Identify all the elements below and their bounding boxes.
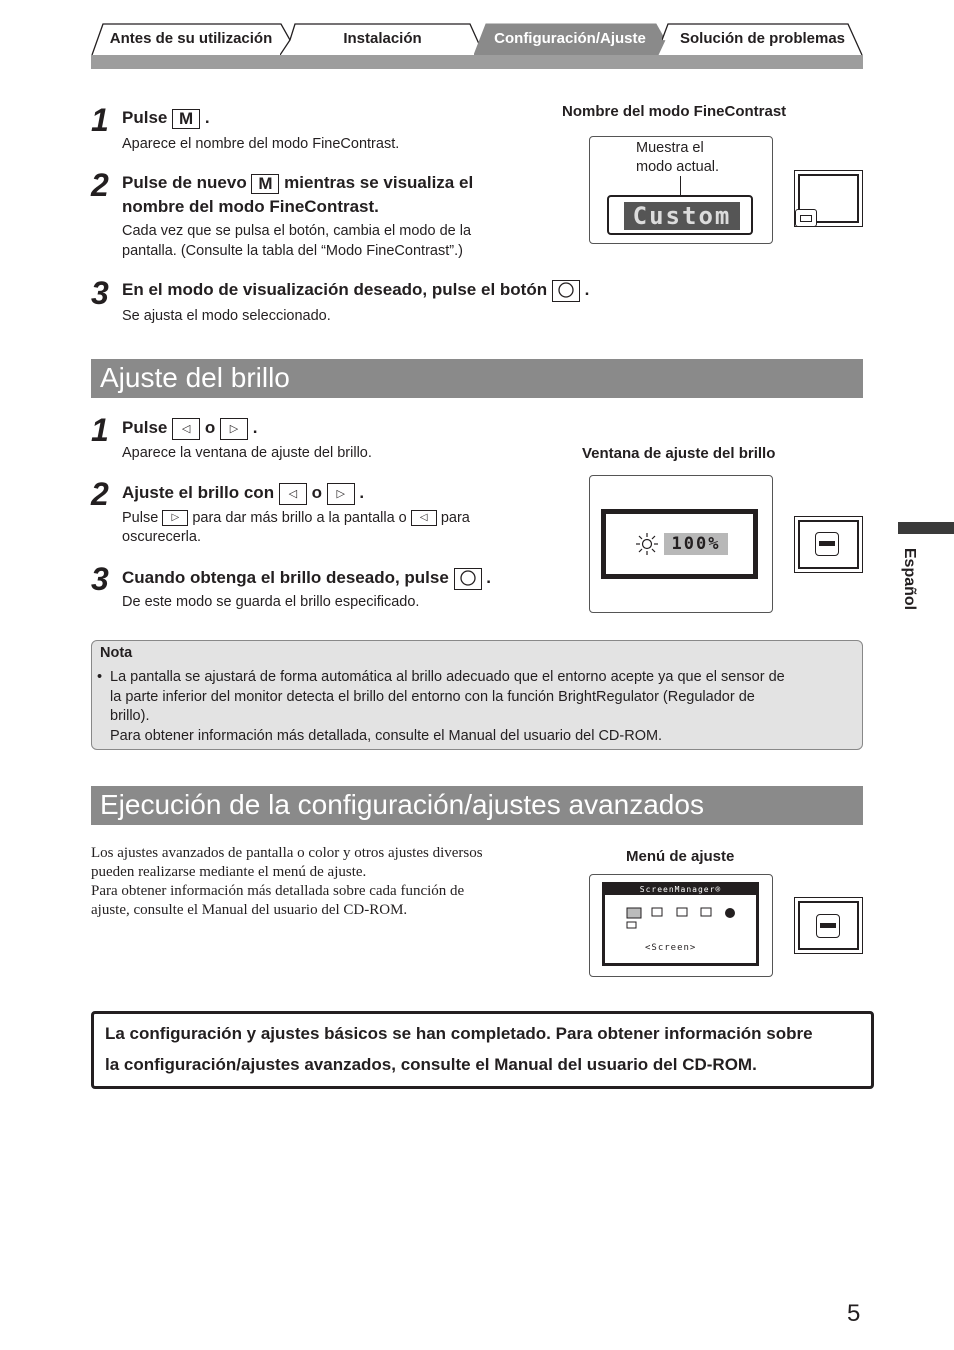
step-title: [122, 278, 589, 302]
step-title-text: Pulse de nuevo: [122, 173, 247, 192]
tab-solucion-label: Solución de problemas: [679, 30, 846, 47]
step-title-text: o: [204, 418, 216, 437]
tab-configuracion-label: Configuración/Ajuste: [494, 30, 646, 47]
section-heading-text: Ejecución de la configuración/ajustes avanzados: [100, 789, 704, 820]
step-title: [122, 171, 473, 194]
right-arrow-key: ▷: [220, 418, 248, 440]
left-arrow-key: ◁: [411, 510, 437, 526]
step-body-text: para: [440, 510, 470, 526]
step-body: Aparece la ventana de ajuste del brillo.: [122, 445, 372, 461]
note-text: [110, 668, 785, 746]
step-title-text: En el modo de visualización deseado, pulse el botón: [122, 280, 548, 299]
step-title-text: Pulse: [122, 108, 168, 127]
menu-title-bar: ScreenManager®: [605, 885, 756, 895]
step-body-text: Pulse: [122, 510, 159, 526]
completion-line: La configuración y ajustes básicos se han completado. Para obtener información sobre: [105, 1024, 813, 1043]
step-title: [122, 566, 491, 590]
mode-button-key: M: [251, 174, 279, 194]
left-arrow-key: ◁: [279, 483, 307, 505]
mode-name-label: Custom: [632, 202, 732, 230]
tab-instalacion-label: Instalación: [343, 30, 422, 47]
section-heading-brightness: [91, 359, 863, 398]
step-title-text: mientras se visualiza el: [284, 173, 474, 192]
callout-line: [680, 176, 681, 196]
step-title: [122, 481, 364, 505]
right-arrow-key: ▷: [327, 483, 355, 505]
step-number: 2: [91, 167, 109, 203]
section-heading-text: Ajuste del brillo: [100, 362, 290, 393]
brightness-value: 100%: [671, 534, 721, 554]
step-body: Aparece el nombre del modo FineContrast.: [122, 136, 400, 152]
step-title: [122, 106, 210, 129]
menu-icons-row: [626, 906, 736, 930]
sun-icon: [636, 533, 658, 555]
tab-antes-label: Antes de su utilización: [109, 30, 273, 47]
step-body: Se ajusta el modo seleccionado.: [122, 308, 331, 324]
right-arrow-key: ▷: [162, 510, 188, 526]
step-number: 3: [91, 275, 109, 311]
step-body: De este modo se guarda el brillo especificado.: [122, 594, 420, 610]
tab-configuracion[interactable]: [474, 22, 666, 55]
step-body: Cada vez que se pulsa el botón, cambia el modo de la: [122, 223, 472, 239]
paragraph-line: pueden realizarse mediante el menú de ajuste.: [91, 864, 367, 880]
step-body: [122, 508, 470, 528]
step-body: pantalla. (Consulte la tabla del “Modo FineContrast”.): [122, 243, 463, 259]
tab-solucion[interactable]: [662, 22, 863, 55]
completion-line: la configuración/ajustes avanzados, consulte el Manual del usuario del CD-ROM.: [105, 1055, 757, 1074]
note-box: [91, 640, 863, 750]
section-heading-advanced: [91, 786, 863, 825]
note-line: Para obtener información más detallada, consulte el Manual del usuario del CD-ROM.: [110, 727, 663, 744]
step-number: 1: [91, 412, 109, 448]
language-label: [903, 540, 943, 630]
step-title-text: Cuando obtenga el brillo deseado, pulse: [122, 568, 449, 587]
note-line: La pantalla se ajustará de forma automática al brillo adecuado que el entorno acepte ya que el sensor de: [110, 669, 785, 685]
enter-button-key: [552, 280, 580, 302]
tab-instalacion[interactable]: [280, 22, 485, 55]
paragraph-line: Para obtener información más detallada sobre cada función de: [91, 883, 465, 899]
completion-notice: [91, 1011, 874, 1089]
note-title: Nota: [100, 645, 133, 661]
brightness-figure-caption: Ventana de ajuste del brillo: [582, 445, 776, 462]
step-title-text: Ajuste el brillo con: [122, 483, 275, 502]
enter-button-key: [454, 568, 482, 590]
paragraph-line: Los ajustes avanzados de pantalla o color y otros ajustes diversos: [91, 845, 483, 861]
step-title-text: .: [252, 418, 258, 437]
language-label-text: Español: [901, 547, 919, 611]
step-title-text: .: [204, 108, 210, 127]
step-body: oscurecerla.: [122, 529, 201, 545]
paragraph-line: ajuste, consulte el Manual del usuario del CD-ROM.: [91, 902, 408, 918]
step-title-text: Pulse: [122, 418, 168, 437]
tabs-underline-bar: [91, 55, 863, 69]
step-title-text: .: [486, 568, 492, 587]
note-line: la parte inferior del monitor detecta el brillo del entorno con la función BrightRegulator (Regulador de: [110, 688, 755, 705]
advanced-paragraph: [91, 844, 531, 920]
step-title-text: .: [584, 280, 590, 299]
page-number: 5: [847, 1300, 861, 1327]
step-number: 1: [91, 102, 109, 138]
note-bullet: •: [97, 669, 103, 685]
menu-figure-caption: Menú de ajuste: [626, 848, 735, 865]
finecontrast-figure-caption: Nombre del modo FineContrast: [562, 103, 787, 120]
step-number: 3: [91, 561, 109, 597]
callout-text: modo actual.: [636, 159, 720, 175]
language-tab-marker: [898, 522, 954, 534]
tab-antes[interactable]: [91, 22, 291, 55]
callout-text: Muestra el: [636, 140, 704, 156]
mode-button-icon: [795, 209, 817, 227]
step-body-text: para dar más brillo a la pantalla o: [192, 510, 407, 526]
step-number: 2: [91, 476, 109, 512]
step-title-text: .: [359, 483, 365, 502]
step-title: [122, 416, 257, 440]
mode-button-icon: [815, 532, 839, 556]
mode-button-icon: [816, 914, 840, 938]
step-title-line2: nombre del modo FineContrast.: [122, 197, 379, 216]
step-title-text: o: [311, 483, 322, 502]
menu-item-screen: <Screen>: [645, 943, 697, 953]
note-line: brillo).: [110, 708, 150, 724]
left-arrow-key: ◁: [172, 418, 200, 440]
mode-button-key: M: [172, 109, 200, 129]
